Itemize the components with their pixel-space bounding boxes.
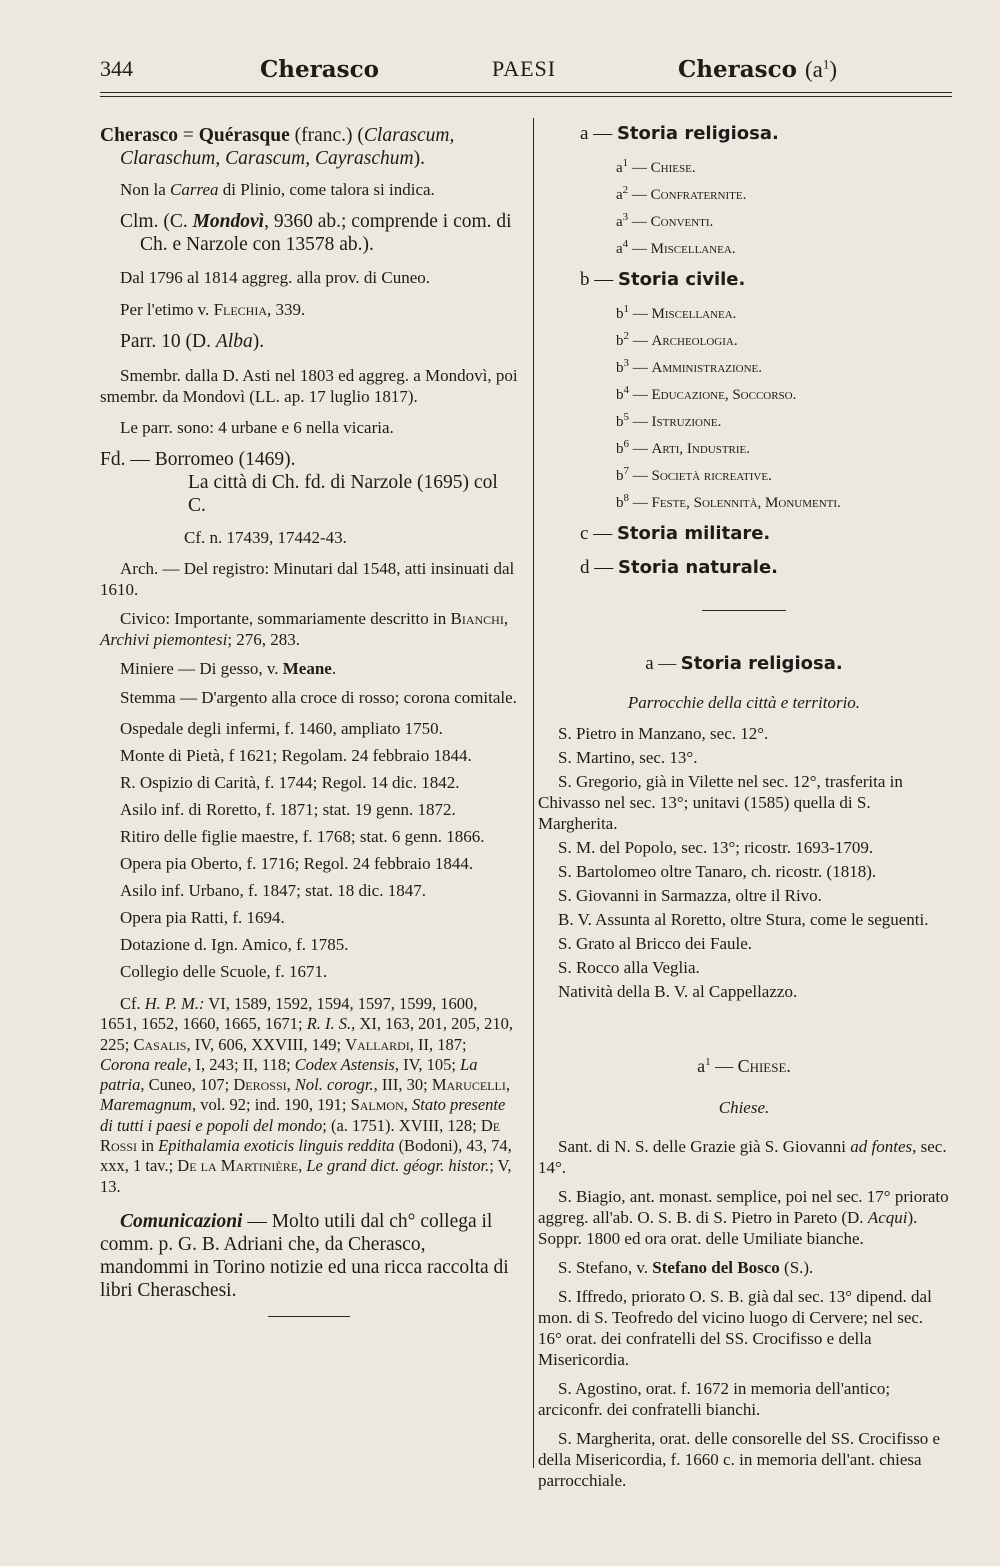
left-column (100, 120, 518, 1317)
civico-d: Archivi piemontesi (100, 630, 228, 649)
bibliography-part: Casalis (133, 1034, 187, 1054)
civico-e: ; 276, 283. (227, 630, 301, 649)
miniere-c: . (331, 659, 337, 678)
parrocchia-entry: S. Martino, sec. 13°. (558, 748, 698, 767)
header-right-close: ) (829, 57, 838, 82)
carrea-note (100, 179, 518, 200)
etimo-a: Per l'etimo v. (120, 300, 214, 319)
chiesa-iffredo: S. Iffredo, priorato O. S. B. già dal sec. 13° dipend. dal mon. di S. Teofredo del vicino luogo di Cervere; nel sec. 16° orat. dei confratelli del SS. Crocifisso e della Misericordia. (538, 1287, 932, 1369)
bibliography-part: Le grand dict. géogr. histor. (306, 1156, 490, 1176)
left-end-rule (268, 1316, 350, 1317)
toc-subsection (580, 460, 950, 487)
parr-note (100, 330, 518, 353)
toc-sup: 3 (623, 357, 629, 369)
comunicazioni-note (100, 1210, 518, 1302)
parrocchia-entry: S. Bartolomeo oltre Tanaro, ch. ricostr. (1818). (558, 862, 877, 881)
parrocchia-entry: B. V. Assunta al Roretto, oltre Stura, come le seguenti. (558, 910, 929, 929)
toc-letter: b (580, 269, 590, 290)
a1-sup: 1 (705, 1056, 711, 1068)
aggreg-note: Dal 1796 al 1814 aggreg. alla prov. di Cuneo. (120, 268, 431, 287)
toc-letter: b (616, 414, 624, 430)
parrocchia-entry: S. Grato al Bricco dei Faule. (558, 934, 753, 953)
parr-sono: Le parr. sono: 4 urbane e 6 nella vicaria. (120, 418, 394, 437)
cf-numbers: Cf. n. 17439, 17442-43. (184, 528, 347, 547)
smembr-note: Smembr. dalla D. Asti nel 1803 ed aggreg. a Mondovì, poi smembr. da Mondovì (LL. ap. 17 luglio 1817). (100, 366, 518, 406)
carrea-b: Carrea (170, 180, 219, 199)
toc-dash: — (629, 360, 652, 376)
toc-dash: — (629, 306, 652, 322)
istituto-entry: Opera pia Ratti, f. 1694. (120, 908, 285, 927)
istituti-list (100, 718, 518, 982)
toc-subsection (580, 298, 950, 325)
istituto-entry: R. Ospizio di Carità, f. 1744; Regol. 14 dic. 1842. (120, 773, 460, 792)
page-number: 344 (100, 56, 133, 81)
header-right-suffix (805, 57, 837, 82)
etimo-c: , 339. (267, 300, 306, 319)
toc-label: Miscellanea. (650, 241, 736, 257)
civico-b: Bianchi (450, 609, 504, 628)
stemma-note: Stemma — D'argento alla croce di rosso; corona comitale. (120, 688, 517, 707)
bibliography-part: De Rossi (100, 1115, 501, 1156)
bibliography (100, 994, 518, 1197)
section-a-heading (538, 653, 950, 675)
istituto-entry: Collegio delle Scuole, f. 1671. (120, 962, 328, 981)
toc-letter: d (580, 557, 590, 578)
chiesa-margherita: S. Margherita, orat. delle consorelle del SS. Crocifisso e della Misericordia, f. 1660 c. in memoria dell'ant. chiesa parrocchiale. (538, 1429, 941, 1490)
toc-label: Conventi. (650, 214, 714, 230)
toc-letter: b (616, 468, 624, 484)
toc-subsection (580, 233, 950, 260)
toc-label: Istruzione. (651, 414, 722, 430)
chiesa-grazie (538, 1136, 950, 1178)
toc-dash: — (628, 160, 651, 176)
bibliography-part: , II, 187; (409, 1034, 467, 1054)
bibliography-part: ; V, 13. (100, 1156, 512, 1196)
toc-letter: a (616, 241, 623, 257)
section-a-title: Storia religiosa. (680, 653, 843, 674)
toc-sup: 3 (622, 211, 629, 223)
parr-b: Alba (215, 331, 253, 352)
parr-c: ). (252, 331, 265, 352)
stefano-a: S. Stefano, v. (558, 1258, 653, 1277)
header-right-open: (a (805, 57, 823, 82)
civico-note (100, 608, 518, 650)
toc-sup: 1 (622, 157, 629, 169)
chiese-subtitle: Chiese. (718, 1098, 770, 1117)
toc-dash: — (589, 557, 618, 578)
istituto-entry: Dotazione d. Ign. Amico, f. 1785. (120, 935, 349, 954)
bibliography-part: , (505, 1075, 510, 1095)
parrocchie-title: Parrocchie della città e territorio. (627, 693, 861, 712)
toc-letter: a (580, 123, 589, 144)
etimo-note (100, 299, 518, 320)
toc-dash: — (628, 241, 651, 257)
toc-label: Miscellanea. (651, 306, 737, 322)
toc-subsection (580, 379, 950, 406)
stefano-b: Stefano del Bosco (652, 1258, 780, 1277)
toc-sup: 6 (623, 438, 629, 450)
toc-subsection (580, 352, 950, 379)
bibliography-part: (Bodoni), 43, 74, xxx, 1 tav.; (100, 1136, 512, 1176)
bibliography-part: , IV, 105; (394, 1054, 461, 1074)
toc-section (580, 554, 950, 582)
toc-label: Storia naturale. (618, 557, 779, 578)
toc-label: Feste, Solennità, Monumenti. (651, 495, 841, 511)
bibliography-part: De la Martinière (177, 1156, 299, 1176)
toc-label: Società ricreative. (651, 468, 772, 484)
arch-note: Arch. — Del registro: Minutari dal 1548, atti insinuati dal 1610. (100, 559, 515, 599)
toc-dash: — (629, 387, 652, 403)
toc-dash: — (629, 333, 652, 349)
parrocchia-entry: S. Pietro in Manzano, sec. 12°. (558, 724, 769, 743)
toc-subsection (580, 179, 950, 206)
miniere-a: Miniere — Di gesso, v. (120, 659, 283, 678)
bibliography-part: , III, 30; (373, 1075, 432, 1095)
clm-b: Mondovì (192, 211, 265, 232)
entry-eq: = (177, 125, 199, 146)
toc-sup: 1 (623, 303, 629, 315)
parrocchia-entry: S. Rocco alla Veglia. (558, 958, 700, 977)
clm-a: Clm. (C. (120, 211, 193, 232)
parrocchia-entry: S. Gregorio, già in Vilette nel sec. 12°, trasferita in Chivasso nel sec. 13°; unitavi (1585) quella di S. Margherita. (538, 772, 903, 833)
toc-letter: b (616, 387, 624, 403)
toc-letter: b (616, 360, 624, 376)
toc-label: Educazione, Soccorso. (651, 387, 797, 403)
bibliography-part: , (286, 1075, 295, 1095)
toc-sup: 7 (623, 465, 629, 477)
clm-c: , 9360 ab.; comprende i com. di Ch. e Narzole con 13578 ab.). (140, 211, 512, 255)
toc-letter: b (616, 495, 624, 511)
a1-dash: — (710, 1056, 738, 1076)
toc-label: Storia militare. (616, 523, 771, 544)
entry-latin: Clarascum, Claraschum, Carascum, Cayraschum (120, 125, 455, 169)
toc-subsection (580, 206, 950, 233)
bibliography-part: , Cuneo, 107; (140, 1075, 234, 1095)
toc-section (580, 266, 950, 294)
section-a-letter: a (645, 653, 654, 674)
header-right-title (678, 56, 837, 83)
toc-dash: — (588, 523, 617, 544)
toc-sup: 2 (622, 184, 629, 196)
comunicazioni-text: — Molto utili dal ch° collega il comm. p. G. B. Adriani che, da Cherasco, mandommi in Torino notizie ed una ricca raccolta di libri Cheraschesi. (100, 1210, 509, 1301)
toc-label: Chiese. (650, 160, 696, 176)
a1-title: Chiese. (737, 1056, 791, 1076)
istituto-entry: Ritiro delle figlie maestre, f. 1768; stat. 6 genn. 1866. (120, 827, 485, 846)
bibliography-part: , (403, 1095, 412, 1115)
toc-label: Storia religiosa. (616, 123, 779, 144)
chiesa-biagio (538, 1186, 950, 1249)
comunicazioni-label: Comunicazioni (120, 1210, 243, 1232)
bibliography-part: Corona reale (100, 1054, 188, 1074)
grazie-a: Sant. di N. S. delle Grazie già S. Giovanni (558, 1137, 851, 1156)
istituto-entry: Asilo inf. di Roretto, f. 1871; stat. 19 genn. 1872. (120, 800, 456, 819)
toc-sup: 4 (622, 238, 629, 250)
istituto-entry: Ospedale degli infermi, f. 1460, ampliato 1750. (120, 719, 443, 738)
istituto-entry: Monte di Pietà, f 1621; Regolam. 24 febbraio 1844. (120, 746, 472, 765)
toc-sup: 8 (623, 492, 629, 504)
chiesa-stefano (538, 1257, 950, 1278)
bibliography-part: Codex Astensis (294, 1054, 395, 1074)
toc-label: Confraternite. (650, 187, 747, 203)
section-a-dash: — (653, 653, 681, 673)
bibliography-part: Stato presente di tutti i paesi e popoli del mondo (100, 1095, 506, 1135)
bibliography-part: La patria (100, 1054, 478, 1095)
bibliography-part: ; (a. 1751). XVIII, 128; (322, 1115, 481, 1135)
istituto-entry: Opera pia Oberto, f. 1716; Regol. 24 febbraio 1844. (120, 854, 474, 873)
stefano-c: (S.). (779, 1258, 814, 1277)
miniere-note (100, 658, 518, 679)
biagio-c: ). Soppr. 1800 ed ora orat. delle Umiliate bianche. (538, 1208, 918, 1248)
bibliography-part: , IV, 606, XXVIII, 149; (186, 1034, 346, 1054)
bibliography-part: XI, 163, 201, 205, 210, 225; (100, 1014, 513, 1054)
bibliography-part: , I, 243; II, 118; (187, 1054, 295, 1074)
toc-dash: — (589, 269, 618, 290)
toc-label: Arti, Industrie. (651, 441, 751, 457)
carrea-c: di Plinio, come talora si indica. (218, 180, 435, 199)
bibliography-part: , vol. 92; ind. 190, 191; (191, 1095, 351, 1115)
entry-name: Cherasco (100, 125, 178, 146)
header-left-title: Cherasco (260, 56, 379, 83)
bibliography-part: Cf. (120, 994, 145, 1013)
bibliography-part: VI, 1589, 1592, 1594, 1597, 1599, 1600, 1651, 1652, 1660, 1665, 1671; (100, 994, 478, 1034)
bibliography-part: in (137, 1136, 159, 1156)
fd-line: Fd. — Borromeo (1469). (100, 449, 296, 470)
bibliography-part: R. I. S., (306, 1014, 356, 1034)
right-column (538, 120, 950, 1491)
clm-note (100, 210, 518, 256)
running-header (100, 56, 950, 92)
toc-label: Amministrazione. (651, 360, 763, 376)
grazie-b: ad fontes (850, 1137, 913, 1156)
toc-subsection (580, 325, 950, 352)
bibliography-part: Vallardi (345, 1034, 410, 1054)
bibliography-part: H. P. M.: (144, 994, 205, 1013)
header-center-title: PAESI (492, 56, 557, 81)
toc-letter: a (616, 160, 623, 176)
toc-letter: b (616, 333, 624, 349)
parrocchie-list (538, 723, 950, 1002)
bibliography-part: Derossi (233, 1075, 287, 1095)
fd-narzole-text: La città di Ch. fd. di Narzole (1695) col C. (188, 472, 498, 516)
istituto-entry: Asilo inf. Urbano, f. 1847; stat. 18 dic. 1847. (120, 881, 426, 900)
column-divider (533, 118, 534, 1468)
bibliography-part: , (298, 1156, 307, 1176)
miniere-b: Meane (282, 659, 332, 678)
entry-french: Quérasque (198, 125, 290, 146)
a1-heading (538, 1056, 950, 1077)
toc-sup: 5 (623, 411, 629, 423)
biagio-a: S. Biagio, ant. monast. semplice, poi nel sec. 17° priorato aggreg. all'ab. O. S. B. di S. Pietro in Pareto (D. (538, 1187, 949, 1227)
bibliography-part: Nol. corogr. (294, 1075, 374, 1095)
header-rule-thick (100, 92, 952, 93)
civico-a: Civico: Importante, sommariamente descritto in (120, 609, 451, 628)
toc-dash: — (588, 123, 617, 144)
bibliography-part: Salmon (350, 1095, 404, 1115)
toc-letter: b (616, 441, 624, 457)
toc-dash: — (628, 214, 651, 230)
toc-letter: c (580, 523, 589, 544)
biagio-b: Acqui (867, 1208, 908, 1227)
entry-end: ). (413, 148, 425, 169)
toc-sup: 2 (623, 330, 629, 342)
toc-letter: b (616, 306, 624, 322)
civico-c: , (503, 609, 509, 628)
toc-letter: a (616, 214, 623, 230)
header-rule-thin (100, 96, 952, 97)
toc-dash: — (629, 468, 652, 484)
table-of-contents (580, 120, 950, 582)
carrea-a: Non la (120, 180, 171, 199)
header-right-name: Cherasco (678, 56, 797, 83)
bibliography-part: Epithalamia exoticis linguis reddita (158, 1136, 395, 1156)
grazie-c: , sec. 14°. (538, 1137, 947, 1177)
toc-dash: — (628, 187, 651, 203)
toc-sup: 4 (623, 384, 629, 396)
toc-section (580, 120, 950, 148)
entry-heading (100, 124, 518, 170)
toc-dash: — (629, 414, 652, 430)
toc-letter: a (616, 187, 623, 203)
a1-letter: a (697, 1056, 706, 1076)
toc-label: Archeologia. (651, 333, 738, 349)
parrocchia-entry: S. M. del Popolo, sec. 13°; ricostr. 1693-1709. (558, 838, 874, 857)
bibliography-part: Marucelli (431, 1075, 506, 1095)
toc-subsection (580, 487, 950, 514)
toc-subsection (580, 152, 950, 179)
toc-section (580, 520, 950, 548)
etimo-b: Flechia (213, 300, 268, 319)
chiesa-agostino: S. Agostino, orat. f. 1672 in memoria dell'antico; arciconfr. dei confratelli bianchi. (538, 1379, 891, 1419)
toc-label: Storia civile. (618, 269, 746, 290)
bibliography-part: Maremagnum (100, 1095, 192, 1115)
toc-subsection (580, 406, 950, 433)
fd-narzole (100, 471, 518, 517)
toc-dash: — (629, 441, 652, 457)
header-right-sup: 1 (822, 56, 830, 72)
toc-subsection (580, 433, 950, 460)
toc-end-rule (702, 610, 786, 611)
entry-french-tag: (franc.) ( (289, 125, 364, 146)
parr-a: Parr. 10 (D. (120, 331, 216, 352)
toc-dash: — (629, 495, 652, 511)
parrocchia-entry: Natività della B. V. al Cappellazzo. (558, 982, 798, 1001)
parrocchia-entry: S. Giovanni in Sarmazza, oltre il Rivo. (558, 886, 822, 905)
